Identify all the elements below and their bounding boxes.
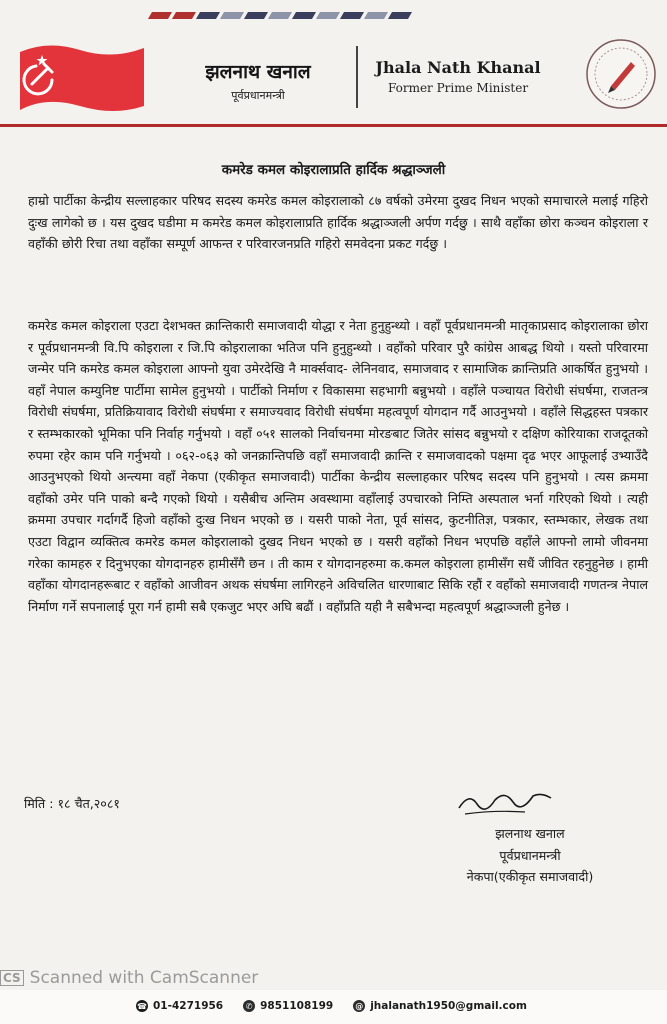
decoration-stripe — [316, 12, 340, 19]
footer-contacts — [136, 1000, 527, 1012]
decoration-stripe — [196, 12, 220, 19]
official-seal-icon — [585, 38, 657, 110]
decoration-stripe — [148, 12, 172, 19]
header-divider — [356, 46, 358, 108]
camscanner-badge: CS — [0, 970, 24, 986]
party-flag-icon — [18, 38, 146, 118]
footer-phone — [136, 1000, 223, 1012]
decoration-stripe — [172, 12, 196, 19]
phone-icon: ☎ — [137, 1001, 147, 1011]
letter-paragraph-1: हाम्रो पार्टीका केन्द्रीय सल्लाहकार परिषद सदस्य कमरेड कमल कोइरालाको ८७ वर्षको उमेरमा दुखद निधन भएको समाचारले मलाई गहिरो दुःख लागेको छ । यस दुखद घडीमा म कमरेड कमल कोइरालाप्रति हार्दिक श्रद्धाञ्जली अर्पण गर्दछु । साथै वहाँका छोरा कञ्चन कोइराला र वहाँकी छोरी रिचा तथा वहाँका सम्पूर्ण आफन्त र परिवारजनप्रति गहिरो समवेदना प्रकट गर्दछु । — [28, 193, 648, 252]
header-nepali-block — [178, 58, 338, 103]
decoration-stripe — [388, 12, 412, 19]
nepali-title: पूर्वप्रधानमन्त्री — [231, 89, 285, 102]
letter-title: कमरेड कमल कोइरालाप्रति हार्दिक श्रद्धाञ्जली — [221, 162, 446, 178]
header-rule — [0, 124, 667, 127]
footer-whatsapp — [243, 1000, 333, 1012]
email-text: jhalanath1950@gmail.com — [370, 1000, 527, 1012]
decoration-stripe — [364, 12, 388, 19]
decoration-stripe — [220, 12, 244, 19]
decoration-stripe — [268, 12, 292, 19]
decoration-stripe — [292, 12, 316, 19]
signatory-party: नेकपा(एकीकृत समाजवादी) — [466, 869, 594, 885]
camscanner-watermark — [0, 968, 258, 988]
signatory-title: पूर्वप्रधानमन्त्री — [499, 847, 561, 863]
nepali-name: झलनाथ खनाल — [205, 61, 311, 83]
email-icon: @ — [355, 1001, 364, 1011]
signature-image — [455, 782, 555, 822]
phone-text: 01-4271956 — [153, 1000, 224, 1012]
footer-email — [353, 1000, 527, 1012]
header-decoration-bar — [150, 12, 410, 19]
whatsapp-text: 9851108199 — [260, 1000, 334, 1012]
decoration-stripe — [244, 12, 268, 19]
decoration-stripe — [340, 12, 364, 19]
header-english-block — [368, 58, 548, 95]
english-name: Jhala Nath Khanal — [375, 58, 541, 77]
whatsapp-icon: ✆ — [243, 1000, 255, 1012]
letter-date: मिति : १८ चैत,२०८१ — [24, 796, 120, 811]
letter-paragraph-2: कमरेड कमल कोइराला एउटा देशभक्त क्रान्तिकारी समाजवादी योद्धा र नेता हुनुहुन्थ्यो । वहाँ पूर्वप्रधानमन्त्री मातृकाप्रसाद कोइरालाका छोरा र पूर्वप्रधानमन्त्री वि.पि कोइराला र जि.पि कोइरालाका भतिज पनि हुनुहुन्थ्यो । वहाँको परिवार पुरै कांग्रेस आबद्ध थियो । यस्तो परिवारमा जन्मेर पनि कमरेड कमल कोइराला आफ्नो युवा उमेरदेखि नै मार्क्सवाद- लेनिनवाद, समाजवाद र सामाजिक क्रान्तिप्रति आकर्षित हुनुभयो । वहाँ नेपाल कम्युनिष्ट पार्टीमा सामेल हुनुभयो । पार्टीको निर्माण र विकासमा सहभागी बन्नुभयो । वहाँले पञ्चायत विरोधी संघर्षमा, राजतन्त्र विरोधी संघर्षमा, प्रतिक्रियावाद विरोधी संघर्षमा र समाज्यवाद विरोधी संघर्षमा महत्वपूर्ण योगदान गर्दै आउनुभयो । वहाँले सिद्धहस्त पत्रकार र स्तम्भकारको भूमिका पनि निर्वाह गर्नुभयो । वहाँ ०५१ सालको निर्वाचनमा मोरङबाट जितेर सांसद बन्नुभयो र दक्षिण कोरियाका राजदूतको रुपमा रहेर काम पनि गर्नुभयो । ०६२-०६३ को जनक्रान्तिपछि वहाँ समाजवादी क्रान्ति र समाजवादको पक्षमा दृढ भएर आफूलाई उभ्याउँदै आउनुभएको थियो अन्त्यमा वहाँ नेकपा (एकीकृत समाजवादी) पार्टीका केन्द्रीय सल्लाहकार परिषद सदस्य पनि हुनुभयो । त्यस क्रममा वहाँको उमेर पनि पाको बन्दै गएको थियो । यसैबीच अन्तिम अवस्थामा वहाँलाई उपचारको निम्ति अस्पताल भर्ना गरिएको थियो । त्यही क्रममा उपचार गर्दागर्दै हिजो वहाँको दुःख निधन भएको छ । यसरी पाको नेता, पूर्व सांसद, कुटनीतिज्ञ, पत्रकार, स्तम्भकार, लेखक तथा एउटा विद्वान व्यक्तित्व कमरेड कमल कोइरालाको दुखद निधन भएको छ । यसरी वहाँको निधन भएपछि वहाँले आफ्नो लामो जीवनमा गरेका कामहरु र दिनुभएका योगदानहरु हामीसँगै छन । ती काम र योगदानहरुमा क.कमल कोइराला हामीसँग सधैं जीवित रहनुहुनेछ । हामी वहाँका योगदानहरूबाट र वहाँको आजीवन अथक संघर्षमा लागिरहने अविचलित धारणाबाट सिकि रहौं र वहाँको समाजवादी गणतन्त्र नेपाल निर्माण गर्ने सपनालाई पूरा गर्न हामी सबै एकजुट भएर अघि बढौं । वहाँप्रति यही नै सबैभन्दा महत्वपूर्ण श्रद्धाञ्जली हुनेछ । — [28, 318, 648, 614]
signatory-name: झलनाथ खनाल — [495, 826, 565, 841]
camscanner-text: Scanned with CamScanner — [29, 968, 259, 988]
english-title: Former Prime Minister — [387, 81, 529, 95]
signatory-block — [420, 823, 640, 888]
